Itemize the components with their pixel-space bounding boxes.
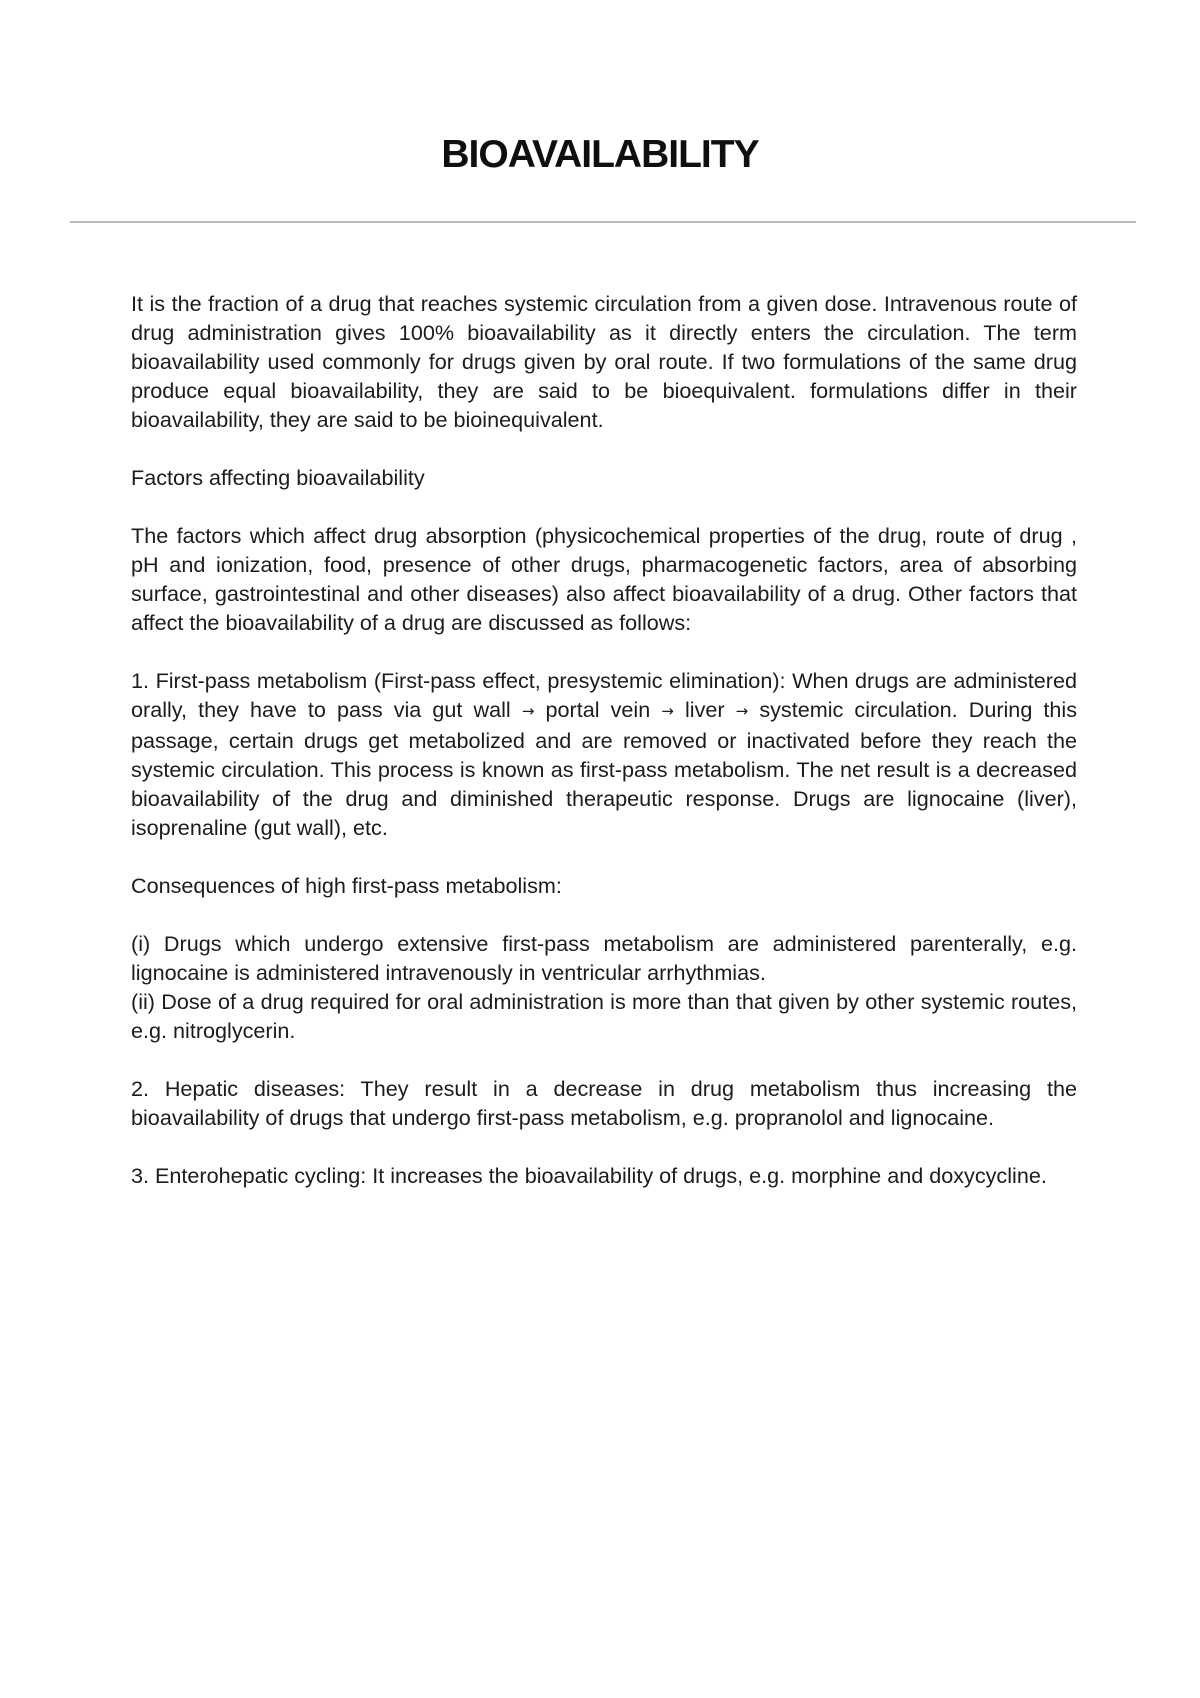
document-body <box>131 289 1077 1190</box>
flow-systemic-circulation: systemic circulation. <box>759 697 958 722</box>
consequence-item-2: (ii) Dose of a drug required for oral administration is more than that given by other systemic routes, e.g. nitroglycerin. <box>131 989 1077 1043</box>
arrow-right-icon: → <box>521 702 535 720</box>
enterohepatic-paragraph: 3. Enterohepatic cycling: It increases the bioavailability of drugs, e.g. morphine and doxycycline. <box>131 1163 1047 1188</box>
factors-heading: Factors affecting bioavailability <box>131 465 425 490</box>
arrow-right-icon: → <box>735 702 749 720</box>
title-divider <box>70 221 1136 223</box>
first-pass-paragraph <box>131 666 1077 842</box>
consequence-item-1: (i) Drugs which undergo extensive first-pass metabolism are administered parenterally, e.g. lignocaine is administered intravenously in ventricular arrhythmias. <box>131 931 1077 985</box>
factors-intro-paragraph: The factors which affect drug absorption (physicochemical properties of the drug, route of drug , pH and ionization, food, presence of other drugs, pharmacogenetic factors, area of absorbing surface, gastrointestinal and other diseases) also affect bioavailability of a drug. Other factors that affect the bioavailability of a drug are discussed as follows: <box>131 523 1077 635</box>
intro-paragraph: It is the fraction of a drug that reaches systemic circulation from a given dose. Intravenous route of drug administration gives 100% bioavailability as it directly enters the circulation. The term bioavailability used commonly for drugs given by oral route. If two formulations of the same drug produce equal bioavailability, they are said to be bioequivalent. formulations differ in their bioavailability, they are said to be bioinequivalent. <box>131 291 1077 432</box>
flow-gut-wall: gut wall <box>432 697 511 722</box>
first-pass-lead: 1. First-pass metabolism (First-pass effect, presystemic elimination): When drugs are administered orally, they have to pass via <box>131 668 1077 722</box>
first-pass-rest: During this passage, certain drugs get metabolized and are removed or inactivated before they reach the systemic circulation. This process is known as first-pass metabolism. The net result is a decreased bioavailability of the drug and diminished therapeutic response. Drugs are lignocaine (liver), isoprenaline (gut wall), etc. <box>131 697 1078 840</box>
arrow-right-icon: → <box>661 702 674 720</box>
hepatic-diseases-paragraph: 2. Hepatic diseases: They result in a decrease in drug metabolism thus increasing the bioavailability of drugs that undergo first-pass metabolism, e.g. propranolol and lignocaine. <box>131 1076 1077 1130</box>
document-title: BIOAVAILABILITY <box>441 133 759 176</box>
consequences-heading: Consequences of high first-pass metabolism: <box>131 873 562 898</box>
flow-portal-vein: portal vein <box>545 697 651 722</box>
flow-liver: liver <box>684 697 725 722</box>
